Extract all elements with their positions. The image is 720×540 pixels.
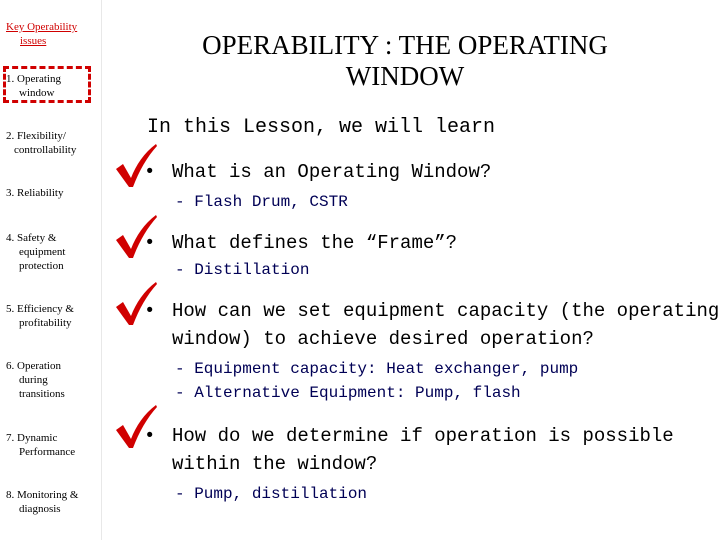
sidebar-item-label: 8. Monitoring &	[6, 489, 79, 501]
sidebar-item-label: diagnosis	[19, 503, 61, 515]
sidebar-heading-line1: Key Operability	[6, 21, 78, 33]
bullet-text: How do we determine if operation is possible	[172, 425, 674, 447]
sidebar-item-label: window	[19, 87, 55, 99]
sidebar-item-label: transitions	[19, 388, 65, 400]
bullet-subitem	[175, 190, 348, 214]
bullet-subitem-text: - Equipment capacity: Heat exchanger, pump	[175, 360, 579, 378]
sidebar-heading-line2: issues	[20, 35, 47, 47]
bullet-dot: •	[144, 300, 156, 322]
bullet-subitem	[175, 357, 578, 405]
bullet-dot: •	[144, 232, 156, 254]
sidebar-item-transitions[interactable]	[6, 359, 65, 401]
sidebar-item-operating-window[interactable]	[6, 72, 61, 100]
bullet-item	[144, 297, 720, 353]
sidebar-item-label: Performance	[19, 446, 76, 458]
bullet-subitem-text: - Flash Drum, CSTR	[175, 193, 348, 211]
slide-title-line1: OPERABILITY : THE OPERATING	[202, 30, 608, 60]
bullet-text: What is an Operating Window?	[172, 161, 492, 183]
bullet-text: What defines the “Frame”?	[172, 232, 458, 254]
bullet-dot: •	[144, 425, 156, 447]
bullet-text: window) to achieve desired operation?	[172, 328, 594, 350]
sidebar-item-label: 4. Safety &	[6, 232, 57, 244]
sidebar-item-label: equipment	[19, 246, 66, 258]
sidebar-item-safety[interactable]	[6, 231, 65, 273]
bullet-subitem-text: - Distillation	[175, 261, 310, 279]
intro-text: In this Lesson, we will learn	[147, 116, 496, 139]
sidebar-item-label: profitability	[19, 317, 72, 329]
sidebar-item-reliability[interactable]	[6, 186, 63, 200]
bullet-subitem	[175, 482, 367, 506]
sidebar-item-label: 6. Operation	[6, 360, 61, 372]
sidebar	[0, 0, 102, 540]
sidebar-heading	[6, 20, 77, 48]
sidebar-item-label: 3. Reliability	[6, 187, 64, 199]
sidebar-item-label: 7. Dynamic	[6, 432, 58, 444]
sidebar-item-label: controllability	[14, 144, 77, 156]
sidebar-item-efficiency[interactable]	[6, 302, 74, 330]
bullet-subitem-text: - Alternative Equipment: Pump, flash	[175, 384, 521, 402]
sidebar-item-monitoring[interactable]	[6, 488, 78, 516]
bullet-dot: •	[144, 161, 156, 183]
sidebar-item-label: 5. Efficiency &	[6, 303, 74, 315]
bullet-text: within the window?	[172, 453, 378, 475]
bullet-item	[144, 229, 458, 257]
slide-title	[150, 30, 660, 92]
slide-title-line2: WINDOW	[345, 61, 465, 91]
bullet-subitem	[175, 258, 309, 282]
sidebar-item-dynamic[interactable]	[6, 431, 75, 459]
bullet-item	[144, 158, 492, 186]
sidebar-item-label: protection	[19, 260, 64, 272]
sidebar-item-label: during	[19, 374, 48, 386]
bullet-item	[144, 422, 674, 478]
bullet-subitem-text: - Pump, distillation	[175, 485, 368, 503]
sidebar-item-flexibility[interactable]	[6, 129, 76, 157]
sidebar-item-label: 2. Flexibility/	[6, 130, 66, 142]
sidebar-item-label: 1. Operating	[6, 73, 61, 85]
bullet-text: How can we set equipment capacity (the operating	[172, 300, 720, 322]
